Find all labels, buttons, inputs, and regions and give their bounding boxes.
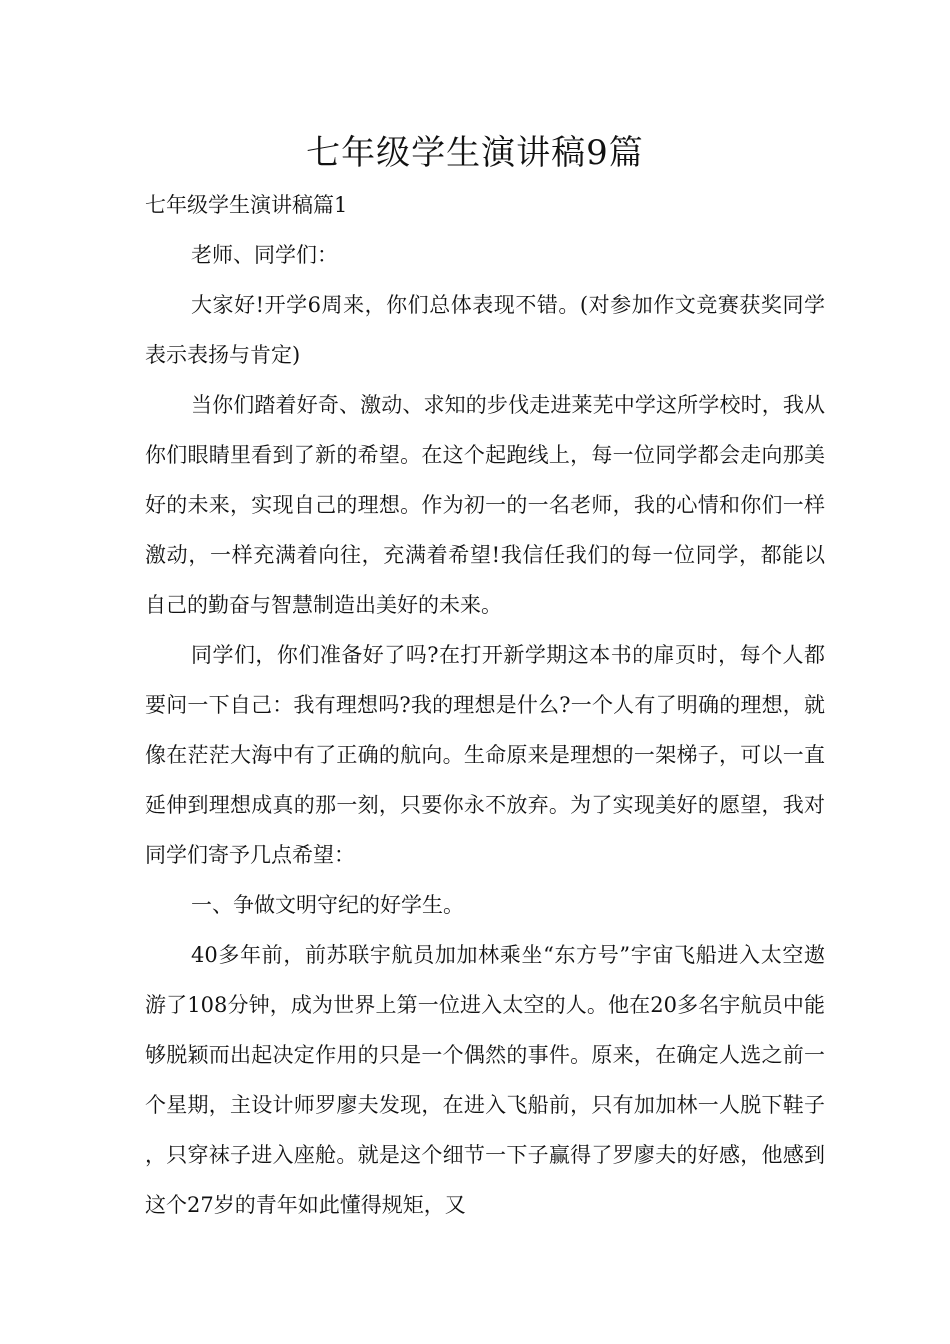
document-body [145, 180, 825, 1230]
document-title: 七年级学生演讲稿9篇 [306, 133, 644, 173]
paragraph: 40多年前，前苏联宇航员加加林乘坐“东方号”宇宙飞船进入太空遨游了108分钟，成为世界上第一位进入太空的人。他在20多名宇航员中能够脱颖而出起决定作用的只是一个偶然的事件。原来，在确定人选之前一个星期，主设计师罗廖夫发现，在进入飞船前，只有加加林一人脱下鞋子，只穿袜子进入座舱。就是这个细节一下子赢得了罗廖夫的好感，他感到这个27岁的青年如此懂得规矩，又 [145, 943, 825, 1217]
paragraph-greeting: 老师、同学们： [191, 243, 338, 267]
paragraph: 大家好!开学6周来，你们总体表现不错。(对参加作文竞赛获奖同学表示表扬与肯定) [145, 293, 825, 367]
paragraph: 当你们踏着好奇、激动、求知的步伐走进莱芜中学这所学校时，我从你们眼睛里看到了新的希望。在这个起跑线上，每一位同学都会走向那美好的未来，实现自己的理想。作为初一的一名老师，我的心情和你们一样激动，一样充满着向往，充满着希望!我信任我们的每一位同学，都能以自己的勤奋与智慧制造出美好的未来。 [145, 393, 825, 617]
paragraph: 同学们，你们准备好了吗?在打开新学期这本书的扉页时，每个人都要问一下自己：我有理想吗?我的理想是什么?一个人有了明确的理想，就像在茫茫大海中有了正确的航向。生命原来是理想的一架梯子，可以一直延伸到理想成真的那一刻，只要你永不放弃。为了实现美好的愿望，我对同学们寄予几点希望： [145, 643, 825, 867]
section-heading: 七年级学生演讲稿篇1 [145, 193, 348, 217]
paragraph-point-heading: 一、争做文明守纪的好学生。 [191, 893, 464, 917]
